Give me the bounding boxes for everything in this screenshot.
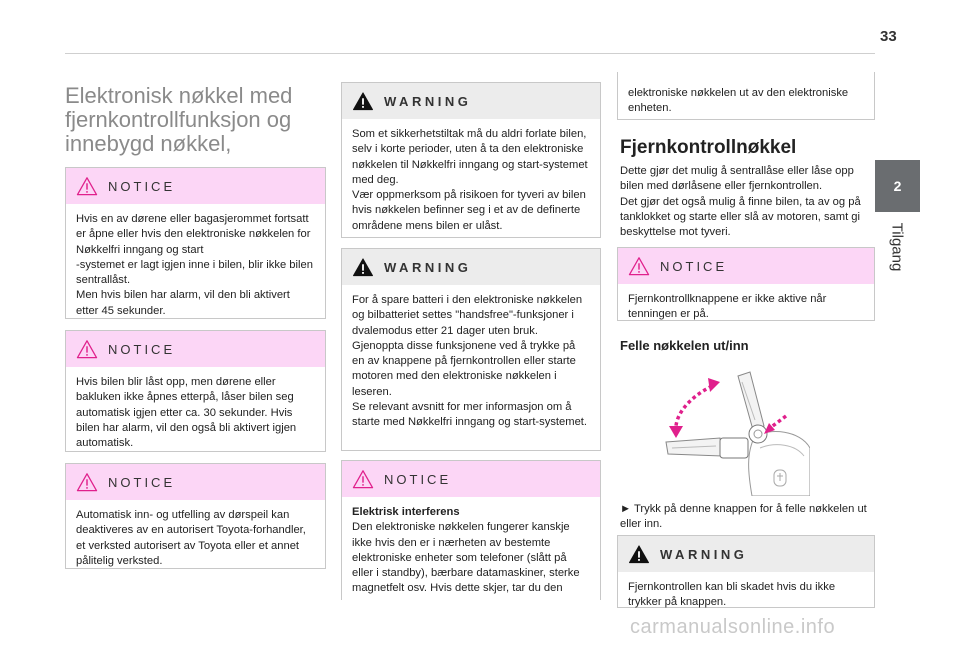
- notice-text: Fjernkontrollknappene er ikke aktive når tenningen er på.: [628, 293, 827, 321]
- warning-label: WARNING: [384, 259, 472, 275]
- notice-box-2: [65, 330, 326, 452]
- notice-header: [66, 464, 325, 500]
- notice-header: [618, 248, 874, 284]
- warning-text: Som et sikkerhetstiltak må du aldri forlate bilen, selv i korte perioder, uten å ta den elektroniske nøkkelen til Nøkkelfri inngang og start-systemet med deg. Vær oppmerksom på risikoen for tyveri av bilen hvis nøkkelen befinner seg i et av de definerte områdene mens bilen er ulåst.: [352, 128, 588, 232]
- remote-key-heading: Fjernkontrollnøkkel: [620, 137, 797, 158]
- notice-label: NOTICE: [108, 341, 176, 357]
- warning-header: [342, 83, 600, 119]
- notice-header: [66, 168, 325, 204]
- chapter-tab[interactable]: 2: [875, 160, 920, 212]
- notice-header: [342, 461, 600, 497]
- warning-header: [618, 536, 874, 572]
- chapter-label: Tilgang: [888, 222, 906, 272]
- warning-text: Fjernkontrollen kan bli skadet hvis du ikke trykker på knappen.: [628, 581, 836, 609]
- warning-triangle-icon: [352, 469, 374, 489]
- notice-body: Den elektroniske nøkkelen fungerer kanskje ikke hvis den er i nærheten av bestemte elektroniske enheter som telefoner (slått på eller i standby), bærbare datamaskiner, sterke magnetfelt osv. Hvis dette skjer, tar du den: [352, 521, 580, 595]
- notice-box-3: [65, 463, 326, 569]
- header-rule: [65, 53, 875, 54]
- continued-box: [617, 72, 875, 120]
- warning-triangle-icon: [76, 176, 98, 196]
- notice-label: NOTICE: [108, 474, 176, 490]
- remote-key-intro: Dette gjør det mulig å sentrallåse eller låse opp bilen med dørlåsene eller fjernkontrollen. Det gjør det også mulig å finne bilen, ta av og på tanklokket og starte eller slå av motoren, samt gi beskyttelse mot tyveri.: [620, 165, 861, 239]
- warning-triangle-icon: [628, 256, 650, 276]
- warning-triangle-icon: [352, 91, 374, 111]
- fold-key-subheading: Felle nøkkelen ut/inn: [620, 338, 749, 353]
- warning-triangle-icon: [352, 257, 374, 277]
- section-title: Elektronisk nøkkel med fjernkontrollfunksjon og innebygd nøkkel,: [65, 83, 293, 156]
- page-number: 33: [880, 28, 897, 45]
- notice-label: NOTICE: [660, 258, 728, 274]
- warning-box-1: [341, 82, 601, 238]
- watermark[interactable]: carmanualsonline.info: [630, 616, 836, 638]
- notice-text: Hvis en av dørene eller bagasjerommet fortsatt er åpne eller hvis den elektroniske nøkkelen for Nøkkelfri inngang og start -systemet er lagt igjen inne i bilen, blir ikke bilen sentrallåst. Men hvis bilen har alarm, vil den bli aktivert etter 45 sekunder.: [76, 213, 313, 317]
- notice-header: [66, 331, 325, 367]
- warning-box-2: [341, 248, 601, 451]
- continued-text: elektroniske nøkkelen ut av den elektroniske enheten.: [628, 87, 849, 115]
- notice-heading: Elektrisk interferens: [352, 506, 460, 518]
- warning-triangle-icon: [628, 544, 650, 564]
- warning-label: WARNING: [660, 546, 748, 562]
- notice-text: Automatisk inn- og utfelling av dørspeil kan deaktiveres av en autorisert Toyota-forhandler, et verksted autorisert av Toyota eller et annet pålitelig verksted.: [76, 509, 306, 567]
- key-fold-illustration: [660, 368, 810, 496]
- fold-key-instruction: ► Trykk på denne knappen for å felle nøkkelen ut eller inn.: [620, 503, 867, 531]
- warning-text: For å spare batteri i den elektroniske nøkkelen og bilbatteriet settes "handsfree"-funksjoner i dvalemodus etter 21 dager uten bruk. Gjenoppta disse funksjonene ved å trykke på en av knappene på fjernkontrollen eller starte motoren med den elektroniske nøkkelen i leseren. Se relevant avsnitt for mer informasjon om å starte med Nøkkelfri inngang og start-systemet.: [352, 294, 588, 429]
- notice-label: NOTICE: [384, 471, 452, 487]
- warning-triangle-icon: [76, 472, 98, 492]
- warning-triangle-icon: [76, 339, 98, 359]
- warning-label: WARNING: [384, 93, 472, 109]
- notice-box-5: [617, 247, 875, 321]
- notice-text: [342, 497, 600, 605]
- warning-box-3: [617, 535, 875, 608]
- warning-header: [342, 249, 600, 285]
- notice-text: Hvis bilen blir låst opp, men dørene eller bakluken ikke åpnes etterpå, låser bilen seg automatisk igjen etter ca. 30 sekunder. Hvis bilen har alarm, vil den også bli aktivert igjen automatisk.: [76, 376, 297, 450]
- notice-box-4: [341, 460, 601, 600]
- notice-box-1: [65, 167, 326, 319]
- notice-label: NOTICE: [108, 178, 176, 194]
